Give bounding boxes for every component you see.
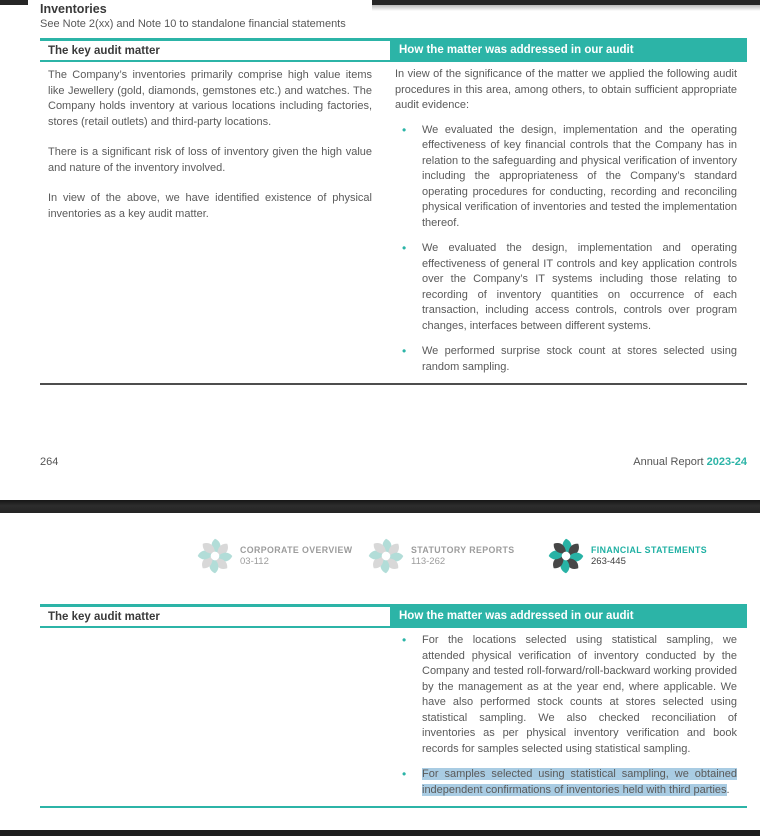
pinwheel-icon — [367, 537, 405, 575]
paragraph: The Company’s inventories primarily comprise high value items like Jewellery (gold, diamonds, gemstones etc.) and watches. The Company holds inventory at various locations including factories, stores (retail outlets) and third-party locations. — [48, 69, 372, 128]
audit-procedure-item — [395, 633, 737, 757]
report-year: 2023-24 — [706, 456, 747, 468]
pinwheel-icon — [547, 537, 585, 575]
audit-procedure-item — [395, 344, 737, 375]
paragraph: There is a significant risk of loss of inventory given the high value and nature of the inventory involved. — [48, 146, 372, 174]
nav-corporate-overview — [196, 537, 352, 575]
audit-response-cell — [390, 628, 747, 806]
nav-page-range: 263-445 — [591, 556, 626, 567]
key-audit-matter-table-page2 — [40, 604, 747, 808]
nav-page-range: 03-112 — [240, 556, 269, 567]
bullet-icon: • — [402, 122, 407, 137]
section-subtitle: See Note 2(xx) and Note 10 to standalone financial statements — [40, 18, 346, 30]
bullet-text: For the locations selected using statistical sampling, we attended physical verification of inventory conducted by the Company and tested roll-forward/roll-backward working provided by the management as at the year end, where applicable. We have also performed stock counts at stores selected using statistical sampling. We also checked reconciliation of inventories as per physical inventory verification and book records for samples selected using statistical sampling. — [422, 634, 737, 755]
bullet-text: We performed surprise stock count at stores selected using random sampling. — [422, 345, 737, 373]
bullet-icon: • — [402, 633, 407, 647]
audit-response-cell — [390, 62, 747, 383]
bullet-text: We evaluated the design, implementation and the operating effectiveness of key financial controls that the Company has in relation to the safeguarding and physical verification of inventory including the appropriateness of the Company’s standard operating procedures for conducting, recording and reconciling physical verification of inventories and tested the implementation thereof. — [422, 123, 737, 229]
table-header-how-addressed: How the matter was addressed in our audit — [390, 38, 747, 62]
table-header-how-addressed: How the matter was addressed in our audit — [390, 604, 747, 628]
audit-procedure-item — [395, 241, 737, 334]
key-audit-matter-cell-empty — [40, 628, 390, 806]
bullet-icon: • — [402, 241, 407, 255]
table-header-key-audit-matter: The key audit matter — [40, 38, 390, 62]
bullet-icon: • — [402, 344, 407, 358]
nav-label: FINANCIAL STATEMENTS — [591, 545, 708, 555]
audit-procedure-item — [395, 123, 737, 232]
paragraph: In view of the above, we have identified existence of physical inventories as a key audit matter. — [48, 192, 372, 220]
section-title: Inventories — [40, 2, 107, 16]
table-header-key-audit-matter: The key audit matter — [40, 604, 390, 628]
pinwheel-icon — [196, 537, 234, 575]
nav-label: CORPORATE OVERVIEW — [240, 545, 353, 555]
nav-financial-statements — [547, 537, 707, 575]
top-edge-bar-left — [0, 0, 28, 5]
audit-response-intro: In view of the significance of the matter we applied the following audit procedures in this area, among others, to obtain sufficient appropriate audit evidence: — [395, 68, 737, 111]
bottom-edge-bar — [0, 830, 760, 836]
selected-text: For samples selected using statistical sampling, we obtained independent confirmations of inventories held with third parties — [422, 768, 737, 796]
audit-procedure-item-highlighted — [395, 767, 737, 798]
nav-label: STATUTORY REPORTS — [411, 545, 515, 555]
bullet-icon: • — [402, 767, 407, 781]
page-number: 264 — [40, 456, 59, 468]
key-audit-matter-cell — [40, 62, 390, 383]
report-title: Annual Report 2023-24 — [633, 456, 747, 468]
bullet-text-suffix: . — [726, 783, 730, 796]
bullet-text: We evaluated the design, implementation and operating effectiveness of general IT controls and key application controls over the Company’s IT systems including those relating to recording of inventory quantities on occurrence of each transaction, including access controls, controls over program changes, interfaces between different systems. — [422, 242, 737, 332]
page-divider — [0, 500, 760, 513]
top-edge-bar-right — [372, 0, 760, 5]
nav-page-range: 113-262 — [411, 556, 446, 567]
key-audit-matter-table-page1 — [40, 38, 747, 385]
page1-footer — [40, 456, 747, 468]
nav-statutory-reports — [367, 537, 515, 575]
